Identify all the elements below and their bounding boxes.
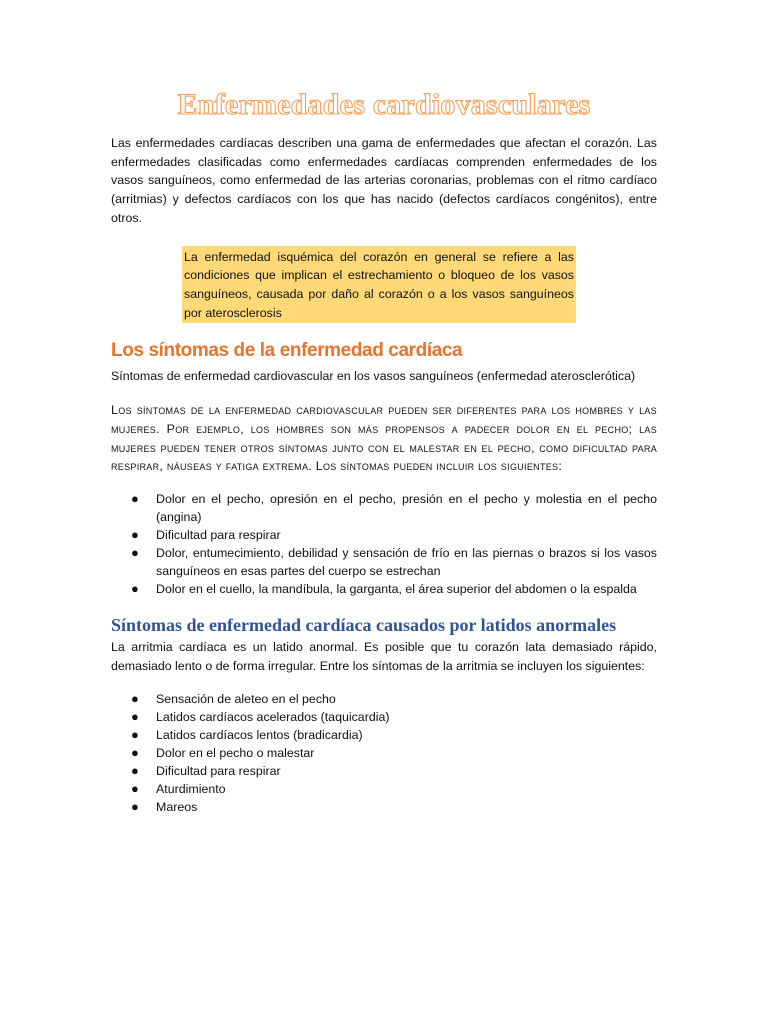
- section2-body: La arritmia cardíaca es un latido anormal. Es posible que tu corazón lata demasiado rápido, demasiado lento o de forma irregular. Entre los síntomas de la arritmia se incluyen los siguientes:: [111, 640, 657, 673]
- bullet-icon: ●: [131, 762, 139, 778]
- section2-bullet-list: [111, 690, 657, 816]
- section2-heading: Síntomas de enfermedad cardíaca causados por latidos anormales: [111, 615, 617, 636]
- list-item: [111, 690, 657, 708]
- list-item-text: Dolor en el pecho, opresión en el pecho, presión en el pecho y molestia en el pecho (angina): [156, 492, 657, 525]
- intro-paragraph: Las enfermedades cardíacas describen una gama de enfermedades que afectan el corazón. Las enfermedades clasificadas como enfermedades cardíacas comprenden enfermedades de los vasos sanguíneos, como enfermedad de las arterias coronarias, problemas con el ritmo cardíaco (arritmias) y defectos cardíacos con los que has nacido (defectos cardíacos congénitos), entre otros.: [111, 136, 657, 225]
- list-item-text: Dolor en el cuello, la mandíbula, la garganta, el área superior del abdomen o la espalda: [156, 582, 637, 597]
- bullet-icon: ●: [131, 708, 139, 724]
- list-item-text: Mareos: [156, 799, 198, 814]
- bullet-icon: ●: [131, 780, 139, 796]
- list-item: [111, 762, 657, 780]
- bullet-icon: ●: [131, 726, 139, 742]
- document-title: Enfermedades cardiovasculares: [177, 88, 591, 121]
- bullet-icon: ●: [131, 545, 139, 561]
- section1-bullet-list: [111, 490, 657, 598]
- list-item-text: Aturdimiento: [156, 781, 226, 796]
- list-item: [111, 708, 657, 726]
- section1-subtitle: Síntomas de enfermedad cardiovascular en los vasos sanguíneos (enfermedad aterosclerótica): [111, 369, 636, 384]
- list-item-text: Dolor, entumecimiento, debilidad y sensación de frío en las piernas o brazos si los vasos sanguíneos en esas partes del cuerpo se estrechan: [156, 546, 657, 579]
- list-item: [111, 726, 657, 744]
- bullet-icon: ●: [131, 527, 139, 543]
- bullet-icon: ●: [131, 690, 139, 706]
- list-item: [111, 780, 657, 798]
- bullet-icon: ●: [131, 798, 139, 814]
- highlight-callout: La enfermedad isquémica del corazón en general se refiere a las condiciones que implican el estrechamiento o bloqueo de los vasos sanguíneos, causada por daño al corazón o a los vasos sanguíneos por aterosclerosis: [182, 246, 576, 324]
- bullet-icon: ●: [131, 744, 139, 760]
- list-item-text: Dificultad para respirar: [156, 763, 281, 778]
- bullet-icon: ●: [131, 491, 139, 507]
- list-item-text: Latidos cardíacos acelerados (taquicardia): [156, 709, 390, 724]
- list-item: [111, 580, 657, 598]
- list-item-text: Latidos cardíacos lentos (bradicardia): [156, 727, 363, 742]
- bullet-icon: ●: [131, 581, 139, 597]
- section1-body: Los síntomas de la enfermedad cardiovascular pueden ser diferentes para los hombres y las mujeres. Por ejemplo, los hombres son más propensos a padecer dolor en el pecho; las mujeres pueden tener otros síntomas junto con el malestar en el pecho, como dificultad para respirar, náuseas y fatiga extrema. Los síntomas pueden incluir los siguientes:: [111, 403, 657, 474]
- list-item: [111, 798, 657, 816]
- list-item: [111, 526, 657, 544]
- list-item-text: Dolor en el pecho o malestar: [156, 745, 315, 760]
- section1-heading: Los síntomas de la enfermedad cardíaca: [111, 340, 463, 362]
- list-item: [111, 744, 657, 762]
- list-item-text: Dificultad para respirar: [156, 528, 281, 543]
- list-item: [111, 544, 657, 580]
- list-item: [111, 490, 657, 526]
- list-item-text: Sensación de aleteo en el pecho: [156, 691, 336, 706]
